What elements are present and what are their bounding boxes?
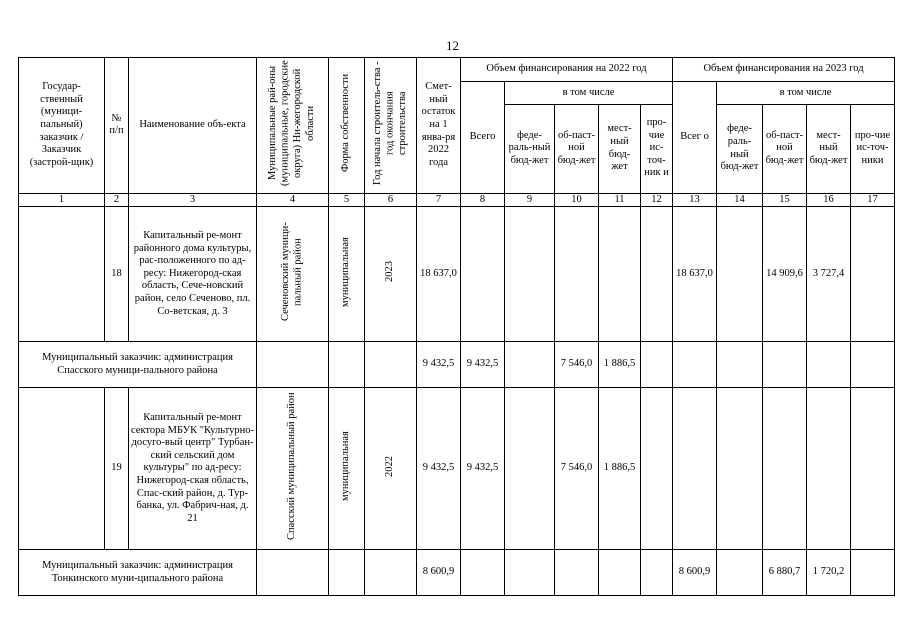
ownership-text: муниципальная <box>340 236 352 307</box>
reg-2022-value <box>555 550 599 596</box>
years-text: 2023 <box>384 261 396 283</box>
estimate-value: 18 637,0 <box>417 207 461 342</box>
header-row-1 <box>19 58 895 82</box>
total-2023-value <box>673 342 717 388</box>
loc-2023-value: 3 727,4 <box>807 207 851 342</box>
oth-2022-value <box>641 550 673 596</box>
column-number: 2 <box>105 193 129 207</box>
header-districts-text: Муниципальные рай-оны (муниципальные, городские округа) Ни-жегородской области <box>267 60 317 186</box>
header-total-2023: Всег о <box>673 82 717 194</box>
estimate-value: 9 432,5 <box>417 342 461 388</box>
column-number: 9 <box>505 193 555 207</box>
years-cell <box>365 207 417 342</box>
fed-2023-value <box>717 388 763 550</box>
loc-2023-value <box>807 388 851 550</box>
fed-2023-value <box>717 550 763 596</box>
subtotal-row <box>19 550 895 596</box>
fed-2023-value <box>717 342 763 388</box>
years-cell <box>365 388 417 550</box>
header-object-name: Наименование объ-екта <box>129 58 257 194</box>
ownership-cell <box>329 207 365 342</box>
row-number: 19 <box>105 388 129 550</box>
empty-cell <box>257 342 329 388</box>
oth-2022-value <box>641 342 673 388</box>
fed-2022-value <box>505 342 555 388</box>
estimate-value: 8 600,9 <box>417 550 461 596</box>
fed-2022-value <box>505 388 555 550</box>
header-reg-2023: об-паст-ной бюд-жет <box>763 104 807 193</box>
header-estimate: Смет-ный остаток на 1 янва-ря 2022 года <box>417 58 461 194</box>
oth-2023-value <box>851 207 895 342</box>
oth-2022-value <box>641 388 673 550</box>
total-2023-value: 18 637,0 <box>673 207 717 342</box>
district-cell <box>257 388 329 550</box>
reg-2022-value: 7 546,0 <box>555 388 599 550</box>
empty-cell <box>365 550 417 596</box>
header-incl-2022: в том числе <box>505 82 673 105</box>
loc-2023-value: 1 720,2 <box>807 550 851 596</box>
loc-2022-value: 1 886,5 <box>599 388 641 550</box>
reg-2023-value <box>763 342 807 388</box>
header-years <box>365 58 417 194</box>
reg-2023-value: 14 909,6 <box>763 207 807 342</box>
column-number-row <box>19 193 895 207</box>
district-cell <box>257 207 329 342</box>
ownership-cell <box>329 388 365 550</box>
customer-cell <box>19 207 105 342</box>
subtotal-label: Муниципальный заказчик: администрация Тонкинского муни-ципального района <box>19 550 257 596</box>
empty-cell <box>365 342 417 388</box>
loc-2022-value <box>599 207 641 342</box>
table-row <box>19 388 895 550</box>
column-number: 8 <box>461 193 505 207</box>
reg-2022-value: 7 546,0 <box>555 342 599 388</box>
header-oth-2022: про-чие ис-точ-ник и <box>641 104 673 193</box>
total-2022-value <box>461 207 505 342</box>
column-number: 11 <box>599 193 641 207</box>
column-number: 17 <box>851 193 895 207</box>
subtotal-label: Муниципальный заказчик: администрация Спасского муници-пального района <box>19 342 257 388</box>
header-total-2022: Всего <box>461 82 505 194</box>
column-number: 12 <box>641 193 673 207</box>
fed-2022-value <box>505 550 555 596</box>
district-text: Сеченовский муници-пальный район <box>279 222 304 322</box>
customer-cell <box>19 388 105 550</box>
header-districts <box>257 58 329 194</box>
reg-2022-value <box>555 207 599 342</box>
loc-2022-value: 1 886,5 <box>599 342 641 388</box>
loc-2023-value <box>807 342 851 388</box>
column-number: 5 <box>329 193 365 207</box>
subtotal-row <box>19 342 895 388</box>
empty-cell <box>257 550 329 596</box>
loc-2022-value <box>599 550 641 596</box>
header-row-no: № п/п <box>105 58 129 194</box>
header-loc-2023: мест-ный бюд-жет <box>807 104 851 193</box>
header-reg-2022: об-паст-ной бюд-жет <box>555 104 599 193</box>
ownership-text: муниципальная <box>340 431 352 502</box>
reg-2023-value <box>763 388 807 550</box>
fed-2023-value <box>717 207 763 342</box>
header-fed-2023: феде-раль-ный бюд-жет <box>717 104 763 193</box>
header-fin-2023: Объем финансирования на 2023 год <box>673 58 895 82</box>
object-name: Капитальный ре-монт сектора МБУК "Культурно-досуго-вый центр" Турбан-ский сельский дом культуры" по ад-ресу: Нижегород-ская область, Спас-ский район, д. Тур-банка, ул. Фабрич-ная, д. 21 <box>129 388 257 550</box>
object-name: Капитальный ре-монт районного дома культуры, рас-положенного по ад-ресу: Нижегород-ская область, Сече-новский район, село Сеченово, пл. Со-ветская, д. 3 <box>129 207 257 342</box>
column-number: 13 <box>673 193 717 207</box>
column-number: 4 <box>257 193 329 207</box>
empty-cell <box>329 342 365 388</box>
column-number: 10 <box>555 193 599 207</box>
row-number: 18 <box>105 207 129 342</box>
fed-2022-value <box>505 207 555 342</box>
district-text: Спасский муниципальный район <box>286 392 298 541</box>
oth-2023-value <box>851 550 895 596</box>
financing-table <box>18 57 895 596</box>
years-text: 2022 <box>384 455 396 477</box>
header-years-text: Год начала строитель-ства - год окончания строительства <box>371 61 408 185</box>
column-number: 3 <box>129 193 257 207</box>
oth-2022-value <box>641 207 673 342</box>
total-2022-value <box>461 550 505 596</box>
oth-2023-value <box>851 342 895 388</box>
column-number: 14 <box>717 193 763 207</box>
header-loc-2022: мест-ный бюд-жет <box>599 104 641 193</box>
estimate-value: 9 432,5 <box>417 388 461 550</box>
oth-2023-value <box>851 388 895 550</box>
column-number: 1 <box>19 193 105 207</box>
column-number: 7 <box>417 193 461 207</box>
page-number: 12 <box>446 38 459 53</box>
header-ownership-text: Форма собственности <box>340 73 352 173</box>
column-number: 6 <box>365 193 417 207</box>
column-number: 15 <box>763 193 807 207</box>
header-ownership <box>329 58 365 194</box>
header-incl-2023: в том числе <box>717 82 895 105</box>
header-fin-2022: Объем финансирования на 2022 год <box>461 58 673 82</box>
header-oth-2023: про-чие ис-точ-ники <box>851 104 895 193</box>
reg-2023-value: 6 880,7 <box>763 550 807 596</box>
total-2023-value: 8 600,9 <box>673 550 717 596</box>
header-customer: Государ-ственный (муници-пальный) заказчик / Заказчик (застрой-щик) <box>19 58 105 194</box>
column-number: 16 <box>807 193 851 207</box>
table-row <box>19 207 895 342</box>
header-fed-2022: феде-раль-ный бюд-жет <box>505 104 555 193</box>
total-2022-value: 9 432,5 <box>461 342 505 388</box>
empty-cell <box>329 550 365 596</box>
total-2022-value: 9 432,5 <box>461 388 505 550</box>
total-2023-value <box>673 388 717 550</box>
